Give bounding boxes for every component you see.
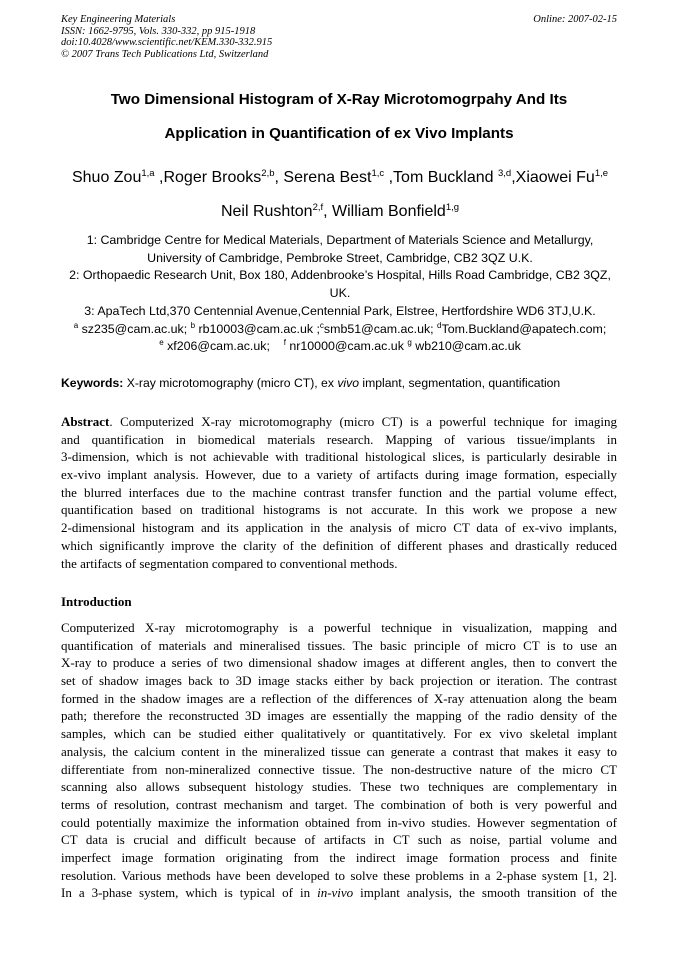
keywords-line xyxy=(61,376,617,390)
author-affiliation-mark: 1,c xyxy=(371,168,385,179)
email-address: wb210@cam.ac.uk xyxy=(415,339,521,354)
authors-line-2 xyxy=(40,203,640,221)
issn-line: ISSN: 1662-9795, Vols. 330-332, pp 915-1918 xyxy=(61,25,256,37)
abstract-text: . Computerized X-ray microtomography (micro CT) is a powerful technique for imaging xyxy=(109,414,617,429)
intro-line: Computerized X-ray microtomography is a powerful technique in visualization, mapping and xyxy=(61,620,617,635)
email-address: Tom.Buckland@apatech.com; xyxy=(441,321,607,336)
email-address: nr10000@cam.ac.uk xyxy=(289,339,408,354)
affiliation-line: 2: Orthopaedic Research Unit, Box 180, Addenbrooke’s Hospital, Hills Road Cambridge, CB2 3QZ, xyxy=(69,268,611,283)
intro-italic: in-vivo xyxy=(317,885,354,901)
copyright-line: © 2007 Trans Tech Publications Ltd, Switzerland xyxy=(61,48,269,60)
author-affiliation-mark: 1,g xyxy=(445,202,460,213)
email-mark: e xyxy=(159,338,164,348)
email-mark: g xyxy=(407,338,412,348)
email-mark: a xyxy=(73,320,79,330)
intro-line xyxy=(61,884,617,902)
author-name: William Bonfield xyxy=(332,203,446,220)
intro-line: analysis, the calcium content in the mineralized tissue can generate a contrast that makes it easy to xyxy=(61,743,617,759)
abstract-line: the blurred interfaces due to the machine contrast transfer function and the partial volume effect, xyxy=(61,484,617,500)
author-name: Serena Best xyxy=(283,169,372,186)
author-separator: , xyxy=(384,169,394,186)
abstract-line: 3-dimension, which is not achievable with traditional histological slices, is particularly desirable in xyxy=(61,449,617,465)
author-separator: , xyxy=(154,169,164,186)
intro-line: path; therefore the reconstructed 3D images are essentially the mapping of the radio density of the xyxy=(61,708,617,724)
intro-line: formed in the shadow images are a reflection of the differences of X-ray attenuation along the beam xyxy=(61,690,617,706)
affiliation-line: University of Cambridge, Pembroke Street, Cambridge, CB2 3QZ U.K. xyxy=(147,250,533,265)
author-name: Tom Buckland xyxy=(393,169,498,186)
abstract-line: quantification based on traditional histograms is not accurate. In this work we propose a new xyxy=(61,502,617,518)
author-separator: , xyxy=(323,203,333,220)
affiliation-line: 3: ApaTech Ltd,370 Centennial Avenue,Centennial Park, Elstree, Hertfordshire WD6 3TJ,U.K. xyxy=(84,303,596,318)
intro-line: CT data is crucial and difficult because of artifacts in CT such as noise, partial volume and xyxy=(61,832,617,848)
email-address: sz235@cam.ac.uk; xyxy=(81,321,191,336)
abstract-line xyxy=(61,413,617,431)
email-mark: c xyxy=(319,320,324,330)
abstract-line: 2-dimensional histogram and its application in the analysis of micro CT data of ex-vivo implants, xyxy=(61,520,617,536)
author-affiliation-mark: 3,d xyxy=(497,168,512,179)
author-name: Roger Brooks xyxy=(163,169,262,186)
abstract-line: ex-vivo implant analysis. However, due to a variety of artifacts during image formation, especially xyxy=(61,467,617,483)
affiliation-line: 1: Cambridge Centre for Medical Materials, Department of Materials Science and Metallurgy, xyxy=(86,233,594,247)
intro-text: In a 3-phase system, which is typical of in xyxy=(61,885,318,901)
affiliation-line: UK. xyxy=(329,286,351,301)
abstract-label: Abstract xyxy=(61,414,110,429)
keywords-italic: vivo xyxy=(337,376,359,390)
email-mark: f xyxy=(283,338,286,348)
intro-line: set of shadow images back to 3D image stacks either by back projection or iteration. The contrast xyxy=(61,673,617,689)
journal-name: Key Engineering Materials xyxy=(61,14,176,25)
intro-line: could potentially maximize the information obtained from in-vivo studies. However segmentation of xyxy=(61,814,617,830)
email-line-1 xyxy=(60,321,620,339)
intro-line: differentiate from non-mineralized connective tissue. The non-destructive nature of the micro CT xyxy=(61,761,617,777)
author-name: Xiaowei Fu xyxy=(515,169,595,186)
affiliations-block xyxy=(60,232,620,356)
introduction-paragraph xyxy=(61,619,617,902)
intro-line: X-ray to produce a series of two dimensional shadow images at different angles, then to convert the xyxy=(61,655,617,671)
author-name: Neil Rushton xyxy=(220,203,313,220)
intro-line: terms of resolution, contrast mechanism and target. The combination of both is very powerful and xyxy=(61,796,617,812)
author-separator: , xyxy=(511,169,516,186)
doi-line: doi:10.4028/www.scientific.net/KEM.330-332.915 xyxy=(61,37,273,48)
email-address: xf206@cam.ac.uk; xyxy=(167,339,270,354)
intro-line: imperfect image formation originating from the indirect image formation process and finite xyxy=(61,849,617,865)
author-affiliation-mark: 2,b xyxy=(261,168,275,179)
intro-text: implant analysis, the smooth transition of the xyxy=(353,885,617,901)
author-name: Shuo Zou xyxy=(71,169,142,186)
author-affiliation-mark: 2,f xyxy=(312,202,324,213)
email-address: smb51@cam.ac.uk; xyxy=(323,321,438,336)
keywords-text: implant, segmentation, quantification xyxy=(359,376,561,390)
abstract-line: and quantification in biomedical materials research. Mapping of various tissue/implants in xyxy=(61,431,617,447)
email-line-2 xyxy=(60,338,620,356)
email-address: rb10003@cam.ac.uk ; xyxy=(198,321,320,336)
intro-line: scanning also allows subsequent histology studies. These two techniques are complementary in xyxy=(61,779,617,795)
authors-line-1 xyxy=(40,169,640,187)
abstract-paragraph xyxy=(61,413,617,572)
online-date: Online: 2007-02-15 xyxy=(533,14,617,25)
intro-line: samples, which can be studied either qualitatively or quantitatively. For ex vivo skeletal implant xyxy=(61,726,617,742)
keywords-text: X-ray microtomography (micro CT), ex xyxy=(123,376,338,390)
paper-title-line-2: Application in Quantification of ex Vivo Implants xyxy=(164,125,514,142)
introduction-heading: Introduction xyxy=(61,594,132,609)
author-affiliation-mark: 1,e xyxy=(594,168,609,179)
author-affiliation-mark: 1,a xyxy=(141,168,155,179)
email-mark: d xyxy=(437,320,442,330)
author-separator: , xyxy=(274,169,284,186)
keywords-label: Keywords: xyxy=(61,376,124,390)
abstract-line: which significantly improve the clarity of the definition of different phases and drastically reduced xyxy=(61,537,617,553)
intro-line: quantification of materials and mineralised tissues. The basic principle of micro CT is to use an xyxy=(61,637,617,653)
intro-line: resolution. Various methods have been developed to solve these problems in a 2-phase system [1, 2]. xyxy=(61,867,617,883)
journal-header xyxy=(61,14,617,60)
paper-title-line-1: Two Dimensional Histogram of X-Ray Microtomogrpahy And Its xyxy=(110,91,568,108)
email-mark: b xyxy=(190,320,196,330)
abstract-line: the artifacts of segmentation compared to conventional methods. xyxy=(61,555,398,571)
